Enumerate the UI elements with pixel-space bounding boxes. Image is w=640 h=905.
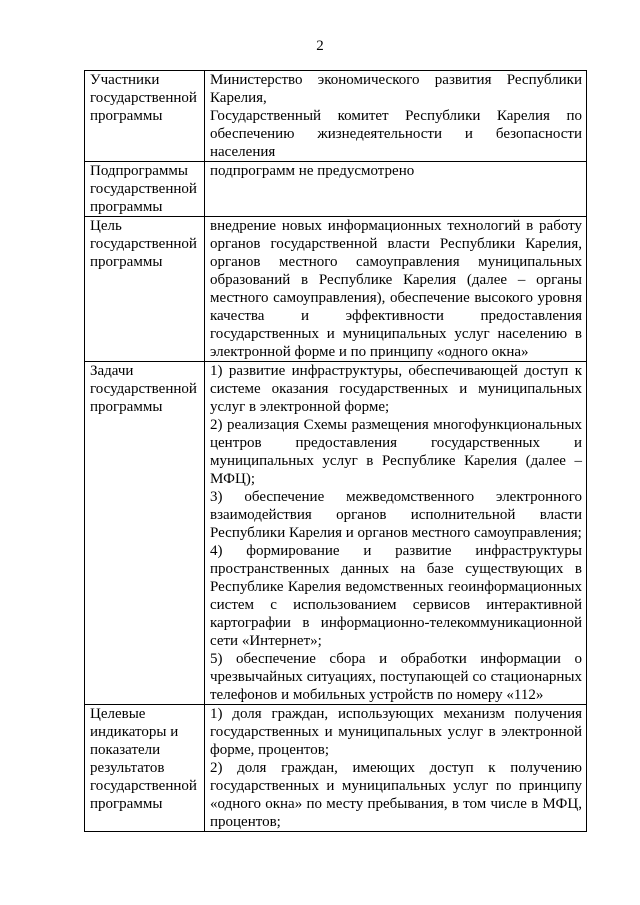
table-row-goal xyxy=(85,217,587,362)
row-label: Задачи государственной программы xyxy=(85,362,205,705)
paragraph: Министерство экономического развития Республики Карелия, xyxy=(210,72,582,106)
program-passport-table xyxy=(84,70,587,832)
table-row-subprograms xyxy=(85,162,587,217)
row-content xyxy=(205,705,587,832)
paragraph: Государственный комитет Республики Карелия по обеспечению жизнедеятельности и безопасности населения xyxy=(210,108,582,160)
paragraph: 4) формирование и развитие инфраструктуры пространственных данных на базе существующих в Республике Карелия ведомственных геоинформационных систем с использованием сервисов интерактивной картографии в информационно-телекоммуникационной сети «Интернет»; xyxy=(210,543,582,649)
paragraph: 2) доля граждан, имеющих доступ к получению государственных и муниципальных услуг по принципу «одного окна» по месту пребывания, в том числе в МФЦ, процентов; xyxy=(210,760,582,830)
page-number: 2 xyxy=(316,38,324,54)
row-content xyxy=(205,71,587,162)
row-content xyxy=(205,217,587,362)
paragraph: 2) реализация Схемы размещения многофункциональных центров предоставления государственных и муниципальных услуг в Республике Карелия (далее – МФЦ); xyxy=(210,417,582,487)
table-row-tasks xyxy=(85,362,587,705)
row-content xyxy=(205,162,587,217)
table-row-participants xyxy=(85,71,587,162)
row-content xyxy=(205,362,587,705)
paragraph: 5) обеспечение сбора и обработки информации о чрезвычайных ситуациях, поступающей со стационарных телефонов и мобильных устройств по номеру «112» xyxy=(210,651,582,703)
table-row-indicators xyxy=(85,705,587,832)
row-label: Участники государственной программы xyxy=(85,71,205,162)
paragraph: подпрограмм не предусмотрено xyxy=(210,163,415,179)
paragraph: 1) развитие инфраструктуры, обеспечивающей доступ к системе оказания государственных и муниципальных услуг в электронной форме; xyxy=(210,363,582,415)
row-label: Подпрограммы государственной программы xyxy=(85,162,205,217)
paragraph: 1) доля граждан, использующих механизм получения государственных и муниципальных услуг в электронной форме, процентов; xyxy=(210,706,582,758)
paragraph: 3) обеспечение межведомственного электронного взаимодействия органов исполнительной власти Республики Карелия и органов местного самоуправления; xyxy=(210,489,582,541)
row-label: Целевые индикаторы и показатели результатов государственной программы xyxy=(85,705,205,832)
row-label: Цель государственной программы xyxy=(85,217,205,362)
paragraph: внедрение новых информационных технологий в работу органов государственной власти Республики Карелия, органов местного самоуправления муниципальных образований в Республике Карелия (далее – органы местного самоуправления), обеспечение высокого уровня качества и эффективности предоставления государственных и муниципальных услуг населению в электронной форме и по принципу «одного окна» xyxy=(210,218,582,360)
